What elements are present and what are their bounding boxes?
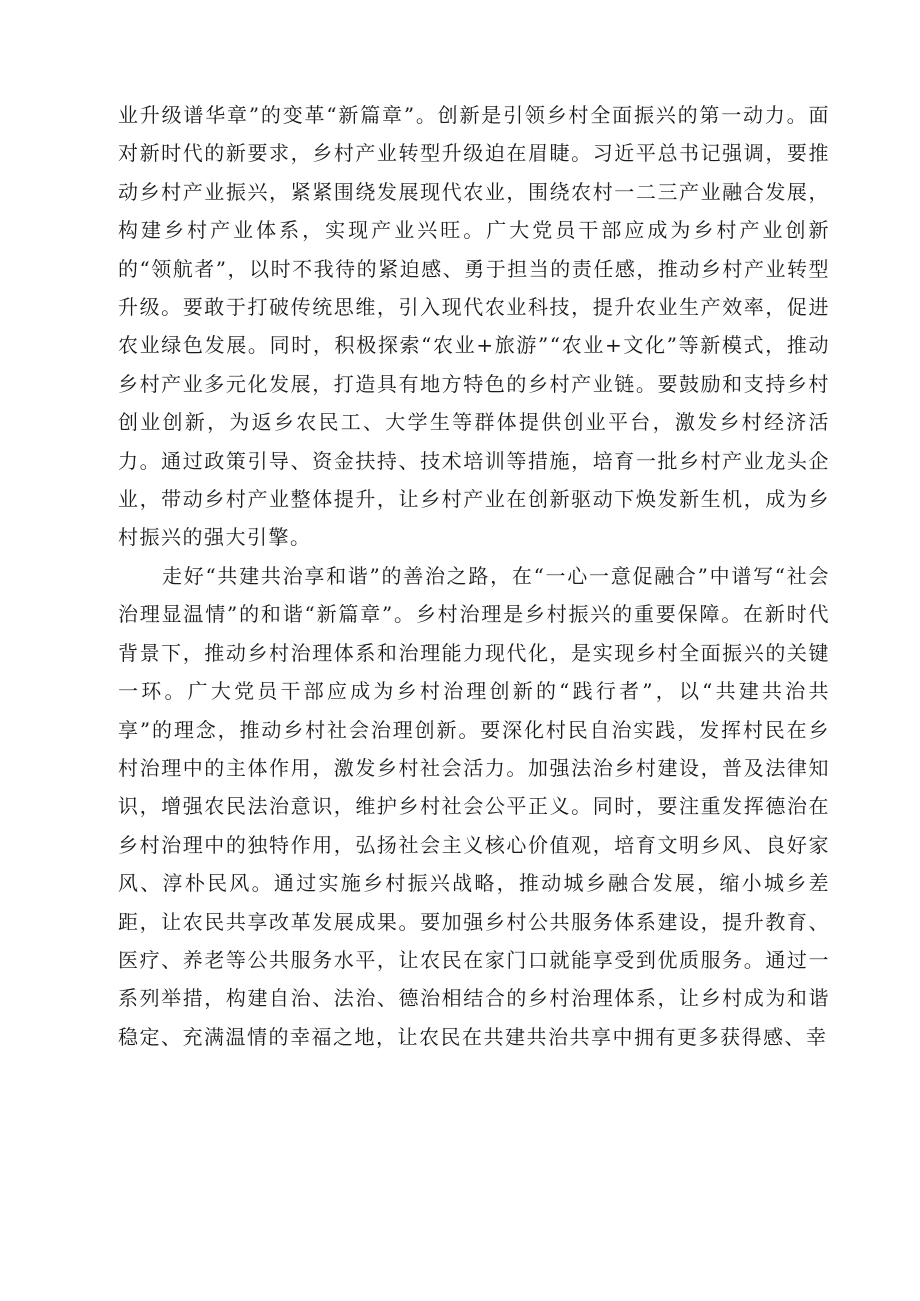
document-body [118,96,830,1056]
paragraph-industry-innovation: 业升级谱华章”的变革“新篇章”。创新是引领乡村全面振兴的第一动力。面对新时代的新要求，乡村产业转型升级迫在眉睫。习近平总书记强调，要推动乡村产业振兴，紧紧围绕发展现代农业，围绕农村一二三产业融合发展，构建乡村产业体系，实现产业兴旺。广大党员干部应成为乡村产业创新的“领航者”，以时不我待的紧迫感、勇于担当的责任感，推动乡村产业转型升级。要敢于打破传统思维，引入现代农业科技，提升农业生产效率，促进农业绿色发展。同时，积极探索“农业+旅游”“农业+文化”等新模式，推动乡村产业多元化发展，打造具有地方特色的乡村产业链。要鼓励和支持乡村创业创新，为返乡农民工、大学生等群体提供创业平台，激发乡村经济活力。通过政策引导、资金扶持、技术培训等措施，培育一批乡村产业龙头企业，带动乡村产业整体提升，让乡村产业在创新驱动下焕发新生机，成为乡村振兴的强大引擎。 [118,103,830,550]
paragraph-rural-governance: 走好“共建共治享和谐”的善治之路，在“一心一意促融合”中谱写“社会治理显温情”的和谐“新篇章”。乡村治理是乡村振兴的重要保障。在新时代背景下，推动乡村治理体系和治理能力现代化，是实现乡村全面振兴的关键一环。广大党员干部应成为乡村治理创新的“践行者”，以“共建共治共享”的理念，推动乡村社会治理创新。要深化村民自治实践，发挥村民在乡村治理中的主体作用，激发乡村社会活力。加强法治乡村建设，普及法律知识，增强农民法治意识，维护乡村社会公平正义。同时，要注重发挥德治在乡村治理中的独特作用，弘扬社会主义核心价值观，培育文明乡风、良好家风、淳朴民风。通过实施乡村振兴战略，推动城乡融合发展，缩小城乡差距，让农民共享改革发展成果。要加强乡村公共服务体系建设，提升教育、医疗、养老等公共服务水平，让农民在家门口就能享受到优质服务。通过一系列举措，构建自治、法治、德治相结合的乡村治理体系，让乡村成为和谐稳定、充满温情的幸福之地，让农民在共建共治共享中拥有更多获得感、幸 [118,563,830,1049]
